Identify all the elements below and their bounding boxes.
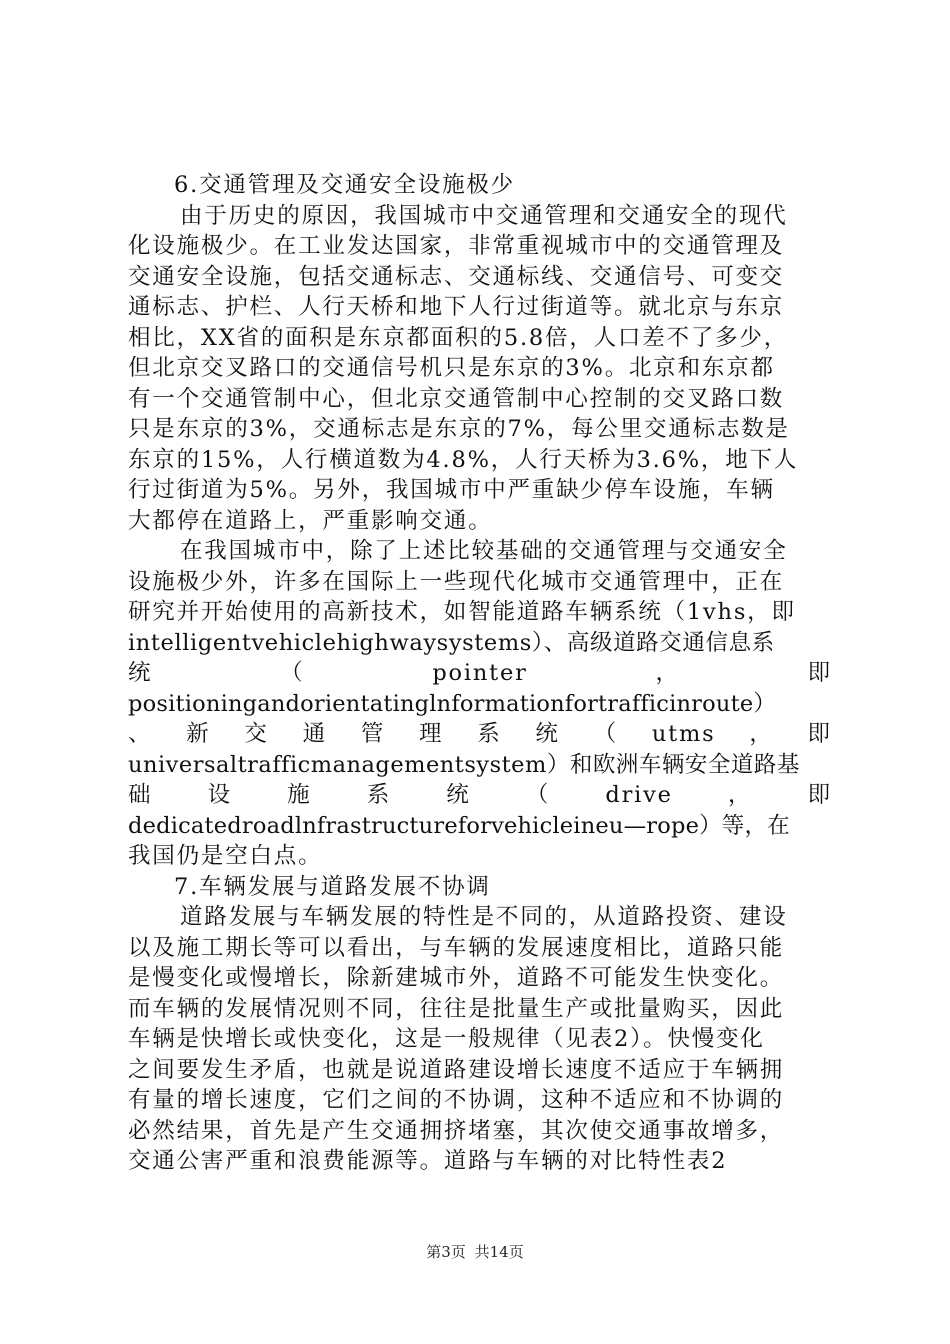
justified-word: ， bbox=[728, 782, 753, 808]
justified-word: 新 bbox=[186, 721, 211, 747]
paragraph-line: 化设施极少。在工业发达国家，非常重视城市中的交通管理及 bbox=[128, 233, 785, 259]
justified-word: 交 bbox=[244, 721, 269, 747]
justified-word: 统 bbox=[446, 782, 471, 808]
page-number: 第3页 bbox=[426, 1243, 466, 1261]
justified-word: 系 bbox=[477, 721, 502, 747]
paragraph-line: 设施极少外，许多在国际上一些现代化城市交通管理中，正在 bbox=[128, 568, 785, 595]
page-footer bbox=[0, 1241, 950, 1262]
paragraph-line: 交通公害严重和浪费能源等。道路与车辆的对比特性表2 bbox=[128, 1148, 728, 1174]
page-total: 共14页 bbox=[474, 1243, 524, 1261]
paragraph-line: 有量的增长速度，它们之间的不协调，这种不适应和不协调的 bbox=[128, 1087, 785, 1113]
paragraph-line: 大都停在道路上，严重影响交通。 bbox=[128, 507, 493, 534]
justified-word: 础 bbox=[128, 782, 153, 808]
document-body bbox=[128, 170, 832, 1177]
justified-word: 系 bbox=[366, 782, 391, 808]
paragraph-line: 通标志、护栏、人行天桥和地下人行过街道等。就北京与东京 bbox=[128, 294, 785, 320]
justified-word: 通 bbox=[302, 721, 327, 747]
paragraph-line: 有一个交通管制中心，但北京交通管制中心控制的交叉路口数 bbox=[128, 385, 785, 412]
justified-word: 即 bbox=[807, 660, 832, 686]
justified-word: 理 bbox=[419, 721, 444, 747]
section-heading-6: 6.交通管理及交通安全设施极少 bbox=[174, 172, 515, 198]
justified-word: pointer bbox=[432, 660, 528, 686]
paragraph-line: 以及施工期长等可以看出，与车辆的发展速度相比，道路只能 bbox=[128, 934, 785, 961]
paragraph-line: 而车辆的发展情况则不同，往往是批量生产或批量购买，因此 bbox=[128, 995, 785, 1022]
justified-word: 统 bbox=[535, 721, 560, 747]
paragraph-line: 但北京交叉路口的交通信号机只是东京的3%。北京和东京都 bbox=[128, 355, 775, 381]
paragraph-line: dedicatedroadlnfrastructureforvehicleineu—rope）等，在 bbox=[128, 812, 790, 839]
justified-word: 、 bbox=[128, 721, 153, 747]
justified-word: 管 bbox=[360, 721, 386, 747]
paragraph-line: 行过街道为5%。另外，我国城市中严重缺少停车设施，车辆 bbox=[128, 477, 775, 503]
justified-line bbox=[128, 658, 832, 689]
paragraph-line: 由于历史的原因，我国城市中交通管理和交通安全的现代 bbox=[180, 202, 788, 229]
justified-word: （ bbox=[280, 660, 305, 686]
justified-word: （ bbox=[593, 721, 618, 747]
paragraph-line: intelligentvehiclehighwaysystems）、高级道路交通信息系 bbox=[128, 629, 775, 656]
justified-word: ， bbox=[655, 660, 680, 686]
justified-word: 设 bbox=[207, 782, 232, 808]
justified-word: 统 bbox=[128, 660, 153, 686]
paragraph-line: positioningandorientatinglnformationfortrafficinroute） bbox=[128, 690, 777, 717]
paragraph-line: 车辆是快增长或快变化，这是一般规律（见表2）。快慢变化 bbox=[128, 1026, 765, 1052]
paragraph-line: 之间要发生矛盾，也就是说道路建设增长速度不适应于车辆拥 bbox=[128, 1056, 785, 1083]
justified-word: drive bbox=[605, 782, 673, 808]
paragraph-line: 相比，XX省的面积是东京都面积的5.8倍，人口差不了多少， bbox=[128, 324, 789, 351]
paragraph-line: universaltrafficmanagementsystem）和欧洲车辆安全道路基 bbox=[128, 751, 800, 778]
justified-word: 即 bbox=[807, 782, 832, 808]
justified-word: 施 bbox=[287, 782, 312, 808]
justified-line bbox=[128, 780, 832, 811]
justified-word: 即 bbox=[807, 721, 832, 747]
paragraph-line: 在我国城市中，除了上述比较基础的交通管理与交通安全 bbox=[180, 538, 788, 564]
justified-word: utms bbox=[651, 721, 716, 747]
justified-word: （ bbox=[525, 782, 551, 808]
paragraph-line: 道路发展与车辆发展的特性是不同的，从道路投资、建设 bbox=[180, 904, 788, 930]
section-heading-7: 7.车辆发展与道路发展不协调 bbox=[174, 873, 491, 900]
paragraph-line: 我国仍是空白点。 bbox=[128, 843, 323, 869]
justified-line bbox=[128, 719, 832, 750]
paragraph-line: 只是东京的3%，交通标志是东京的7%，每公里交通标志数是 bbox=[128, 416, 790, 442]
paragraph-line: 交通安全设施，包括交通标志、交通标线、交通信号、可变交 bbox=[128, 263, 785, 290]
paragraph-line: 研究并开始使用的高新技术，如智能道路车辆系统（1vhs，即 bbox=[128, 599, 796, 625]
paragraph-line: 是慢变化或慢增长，除新建城市外，道路不可能发生快变化。 bbox=[128, 965, 785, 991]
justified-word: ， bbox=[749, 721, 774, 747]
paragraph-line: 东京的15%，人行横道数为4.8%，人行天桥为3.6%，地下人 bbox=[128, 446, 799, 473]
paragraph-line: 必然结果，首先是产生交通拥挤堵塞，其次使交通事故增多， bbox=[128, 1117, 785, 1144]
